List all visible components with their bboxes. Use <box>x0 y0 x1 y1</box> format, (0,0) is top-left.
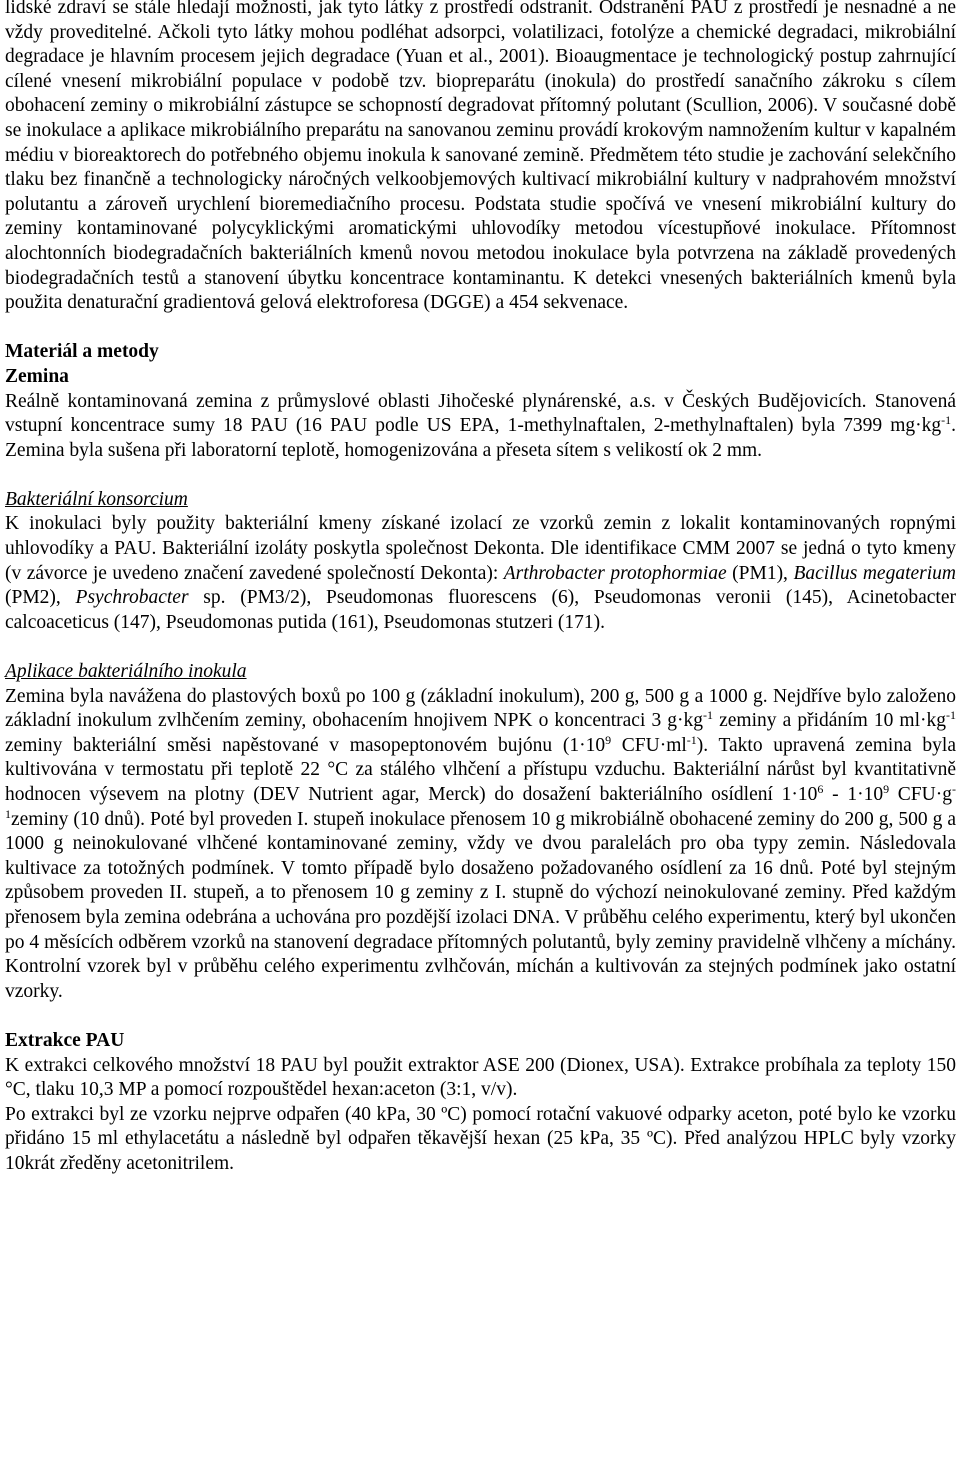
subheading-inoculum: Aplikace bakteriálního inokula <box>5 661 247 683</box>
inoculum-text: Zemina byla navážena do plastových boxů po 100 g (základní inokulum), 200 g, 500 g a 1000 g. Nejdříve bylo založeno základní inokulum zvlhčením zeminy, obohacením hnojivem NPK o koncentraci 3 g·kg <box>5 685 956 732</box>
spacer <box>5 463 956 488</box>
species-name: Bacillus megaterium <box>793 562 956 584</box>
subheading-consortium: Bakteriální konsorcium <box>5 488 188 510</box>
subheading-extraction: Extrakce PAU <box>5 1029 125 1051</box>
document-page <box>5 0 956 1177</box>
soil-paragraph <box>5 390 956 464</box>
superscript: -1 <box>946 708 956 723</box>
inoculum-text: CFU·g <box>889 784 952 805</box>
extraction-paragraph-2: Po extrakci byl ze vzorku nejprve odpařen (40 kPa, 30 ºC) pomocí rotační vakuové odparky aceton, poté bylo ke vzorku přidáno 15 ml ethylacetátu a následně byl odpařen těkavější hexan (25 kPa, 35 ºC). Před analýzou HPLC byly vzorky 10krát zředěny acetonitrilem. <box>5 1103 956 1174</box>
strain-code: (PM2), <box>5 587 76 609</box>
spacer <box>5 635 956 660</box>
spacer <box>5 316 956 341</box>
soil-text: Reálně kontaminovaná zemina z průmyslové oblasti Jihočeské plynárenské, a.s. v Českých Budějovicích. Stanovená vstupní koncentrace sumy 18 PAU (16 PAU podle US EPA, 1-methylnaftalen, 2-methylnaftalen) byla 7399 mg·kg <box>5 390 956 437</box>
intro-paragraph <box>5 0 956 316</box>
inoculum-paragraph <box>5 685 956 1005</box>
inoculum-text: CFU·ml <box>611 734 687 756</box>
superscript: -1 <box>941 413 952 428</box>
intro-text: lidské zdraví se stále hledají možnosti, jak tyto látky z prostředí odstranit. Odstranění PAU z prostředí je nesnadné a ne vždy proveditelné. Ačkoli tyto látky mohou podléhat adsorpci, volatilizaci, fotolýze a chemické degradaci, mikrobiální degradace je hlavním procesem jejich degradace (Yuan et al., 2001). Bioaugmentace je technologický postup zahrnující cílené vnesení mikrobiální populace v podobě tzv. biopreparátu (inokula) do prostředí sanačního zákroku s cílem obohacení zeminy o mikrobiální zástupce se schopností degradovat přítomný polutant (Scullion, 2006). V současné době se inokulace a aplikace mikrobiálního preparátu na sanovanou zeminu provádí krokovým namnožením kultur v kapalném médiu v bioreaktorech do potřebného objemu inokula k sanované zemině. Předmětem této studie je zachování selekčního tlaku bez finančně a technologicky náročných velkoobjemových kultivací mikrobiální kultury v nadprahovém množství polutantu a zároveň urychlení bioremediačního procesu. Podstata studie spočívá ve vnesení mikrobiální kultury do zeminy kontaminované polycyklickými aromatickými uhlovodíky metodou vícestupňové inokulace. Přítomnost alochtonních biodegradačních bakteriálních kmenů novou metodou inokulace byla potvrzena na základě provedených biodegradačních testů a stanovení úbytku koncentrace kontaminantu. K detekci vnesených bakteriálních kmenů byla použita denaturační gradientová gelová elektroforesa (DGGE) a 454 sekvenace. <box>5 0 956 314</box>
soil-text-cont: . Zemina byla sušena při laboratorní teplotě, homogenizována a přeseta sítem s velikostí ok 2 mm. <box>5 415 956 461</box>
superscript: -1 <box>703 708 714 723</box>
section-heading-methods: Materiál a metody <box>5 341 159 363</box>
superscript: 9 <box>883 782 890 796</box>
species-name: Arthrobacter protophormiae <box>503 562 727 584</box>
superscript: -1 <box>5 782 956 821</box>
consortium-paragraph <box>5 512 956 635</box>
consortium-text: K inokulaci byly použity bakteriální kmeny získané izolací ze vzorků zemin z lokalit kontaminovaných ropnými uhlovodíky a PAU. Bakteriální izoláty poskytla společnost Dekonta. Dle identifikace CMM 2007 se jedná o tyto kmeny (v závorce je uvedeno značení zavedené společností Dekonta): <box>5 513 956 584</box>
superscript: -1 <box>686 732 697 747</box>
strain-list: sp. (PM3/2), Pseudomonas fluorescens (6), Pseudomonas veronii (145), Acinetobacter calcoaceticus (147), Pseudomonas putida (161), Pseudomonas stutzeri (171). <box>5 587 956 633</box>
strain-code: (PM1), <box>726 562 794 584</box>
species-name: Psychrobacter <box>75 587 189 609</box>
inoculum-text: zeminy bakteriální směsi napěstované v masopeptonovém bujónu (1·10 <box>5 734 606 756</box>
inoculum-text: zeminy (10 dnů). Poté byl proveden I. stupeň inokulace přenosem 10 g mikrobiálně obohacené zeminy do 200 g, 500 g a 1000 g neinokulované vlhčené kontaminované zeminy, vždy ve dvou paralelách pro oba typy zemin. Následovala kultivace za totožných podmínek. V tomto případě bylo dosaženo požadovaného osídlení za 16 dnů. Poté byl stejným způsobem proveden II. stupeň, a to přenosem 10 g zeminy z I. stupně do výchozí neinokulované zeminy. Před každým přenosem byla zemina odebrána a uchována pro pozdější izolaci DNA. V průběhu celého experimentu, který byl ukončen po 4 měsících odběrem vzorků na stanovení degradace přítomných polutantů, byly zeminy pravidelně vlhčeny a míchány. Kontrolní vzorek byl v průběhu celého experimentu zvlhčován, míchán a kultivován za stejných podmínek jako ostatní vzorky. <box>5 808 956 1002</box>
superscript: 9 <box>605 732 612 747</box>
subheading-soil: Zemina <box>5 365 69 387</box>
inoculum-text: - 1·10 <box>823 784 884 805</box>
inoculum-text: ). Takto upravená zemina byla kultivována v termostatu při teplotě 22 °C za stálého vlhčení a přístupu vzduchu. Bakteriální nárůst byl kvantitativně hodnocen výsevem na plotny (DEV Nutrient agar, Merck) do dosažení bakteriálního osídlení 1·10 <box>5 734 956 805</box>
superscript: 6 <box>817 782 824 796</box>
inoculum-text: zeminy a přidáním 10 ml·kg <box>713 710 946 732</box>
spacer <box>5 1004 956 1029</box>
extraction-paragraph-1: K extrakci celkového množství 18 PAU byl použit extraktor ASE 200 (Dionex, USA). Extrakce probíhala za teploty 150 °C, tlaku 10,3 MP a pomocí rozpouštědel hexan:aceton (3:1, v/v). <box>5 1054 956 1101</box>
